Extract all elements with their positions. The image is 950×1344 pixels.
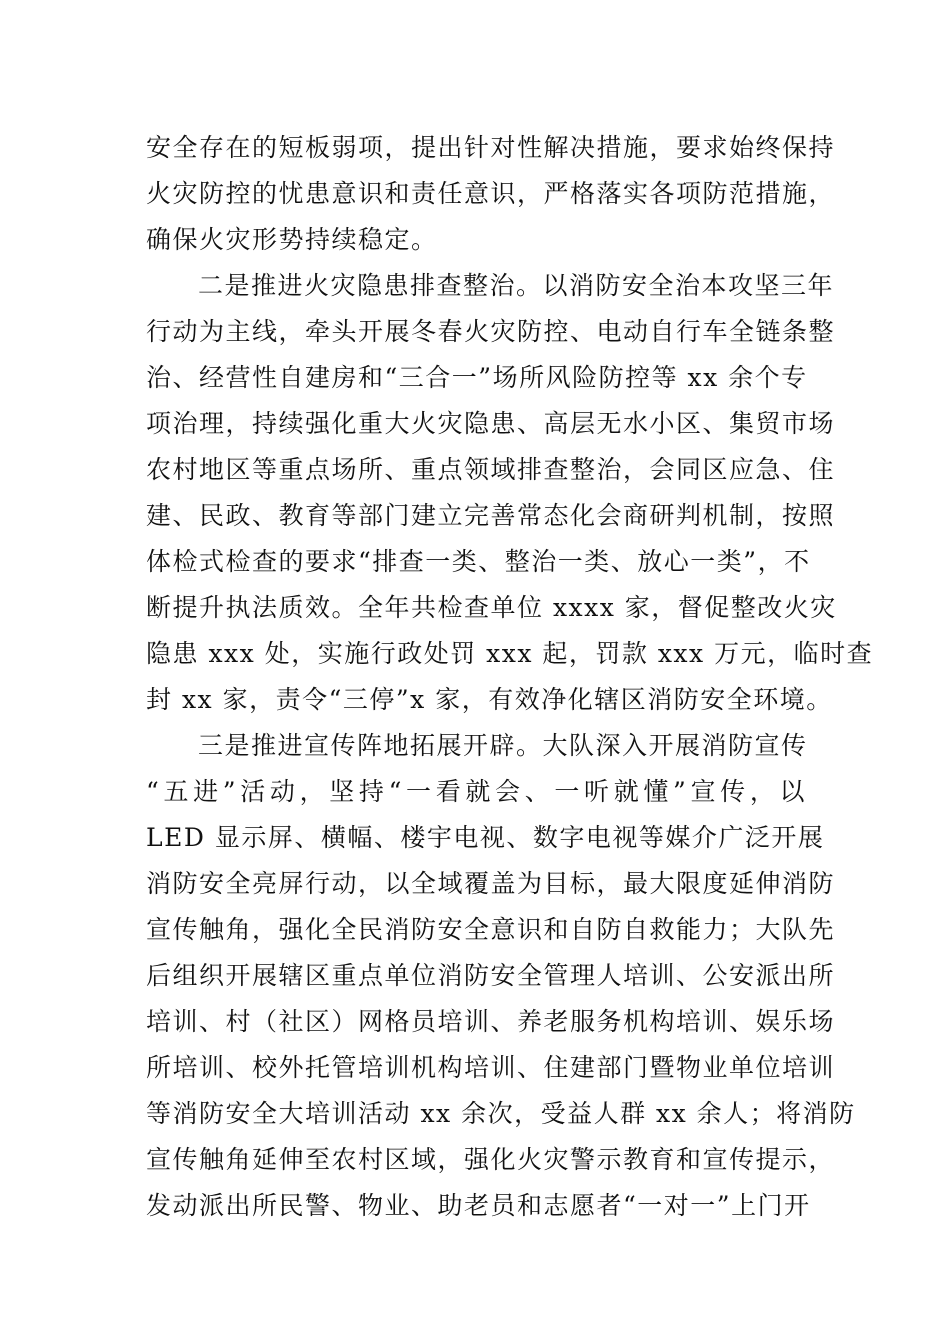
- paragraph-line: 二是推进火灾隐患排查整治。以消防安全治本攻坚三年: [198, 271, 835, 300]
- paragraph-line: 建、民政、教育等部门建立完善常态化会商研判机制，按照: [146, 501, 836, 530]
- paragraph-line: 安全存在的短板弱项，提出针对性解决措施，要求始终保持: [146, 133, 836, 162]
- paragraph-line: 后组织开展辖区重点单位消防安全管理人培训、公安派出所: [146, 961, 836, 990]
- paragraph-line: 宣传触角延伸至农村区域，强化火灾警示教育和宣传提示，: [146, 1145, 836, 1174]
- paragraph-line: 隐患 xxx 处，实施行政处罚 xxx 起，罚款 xxx 万元，临时查: [146, 639, 874, 668]
- paragraph-line: 三是推进宣传阵地拓展开辟。大队深入开展消防宣传: [198, 731, 808, 760]
- paragraph-line: 所培训、校外托管培训机构培训、住建部门暨物业单位培训: [146, 1053, 836, 1082]
- paragraph-line: 火灾防控的忧患意识和责任意识，严格落实各项防范措施，: [146, 179, 836, 208]
- paragraph-line: 治、经营性自建房和“三合一”场所风险防控等 xx 余个专: [146, 363, 808, 392]
- paragraph-line: 农村地区等重点场所、重点领域排查整治，会同区应急、住: [146, 455, 836, 484]
- paragraph-line: 培训、村（社区）网格员培训、养老服务机构培训、娱乐场: [146, 1007, 836, 1036]
- paragraph-line: 消防安全亮屏行动，以全域覆盖为目标，最大限度延伸消防: [146, 869, 836, 898]
- paragraph-line: 项治理，持续强化重大火灾隐患、高层无水小区、集贸市场: [146, 409, 836, 438]
- paragraph-line: 封 xx 家，责令“三停”x 家，有效净化辖区消防安全环境。: [146, 685, 833, 714]
- paragraph-line: 行动为主线，牵头开展冬春火灾防控、电动自行车全链条整: [146, 317, 836, 346]
- paragraph-line: 发动派出所民警、物业、助老员和志愿者“一对一”上门开: [146, 1191, 811, 1220]
- paragraph-line: 断提升执法质效。全年共检查单位 xxxx 家，督促整改火灾: [146, 593, 837, 622]
- paragraph-line: “五进”活动，坚持“一看就会、一听就懂”宣传，以: [146, 777, 806, 806]
- paragraph-line: 宣传触角，强化全民消防安全意识和自防自救能力；大队先: [146, 915, 836, 944]
- paragraph-line: 确保火灾形势持续稳定。: [146, 225, 438, 254]
- paragraph-line: 等消防安全大培训活动 xx 余次，受益人群 xx 余人；将消防: [146, 1099, 856, 1128]
- paragraph-line: LED 显示屏、横幅、楼宇电视、数字电视等媒介广泛开展: [146, 823, 825, 852]
- paragraph-line: 体检式检查的要求“排查一类、整治一类、放心一类”，不: [146, 547, 811, 576]
